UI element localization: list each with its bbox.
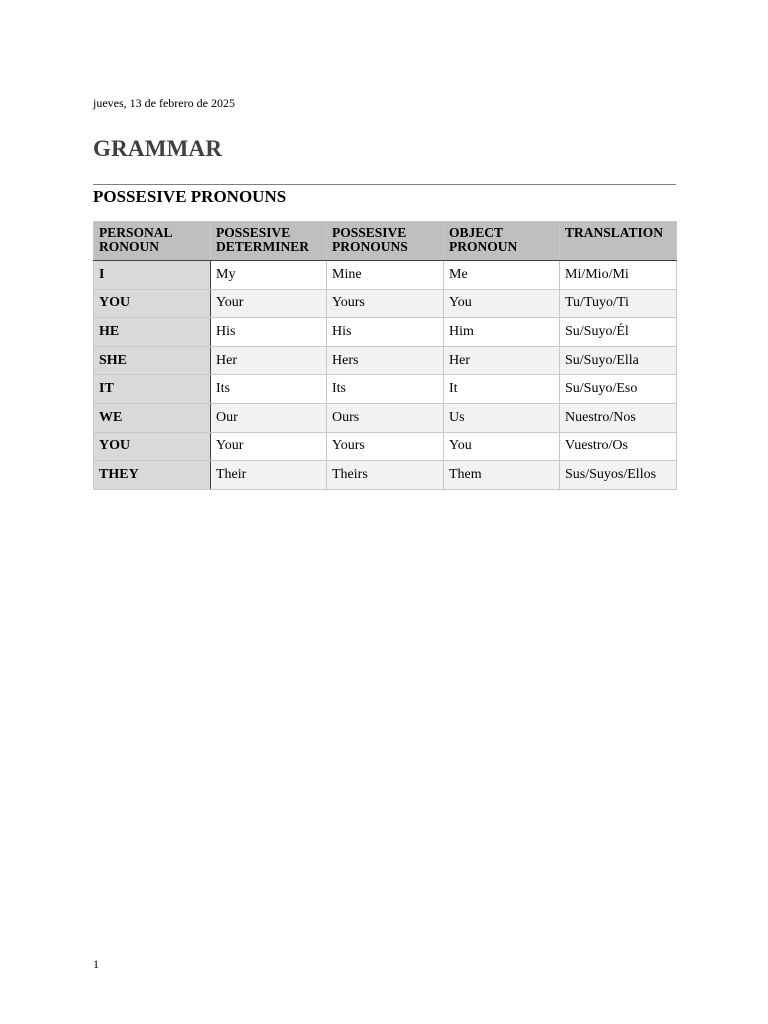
table-row — [94, 346, 677, 375]
translation-cell: Sus/Suyos/Ellos — [560, 461, 677, 490]
translation-cell: Vuestro/Os — [560, 432, 677, 461]
translation-cell: Tu/Tuyo/Ti — [560, 289, 677, 318]
pronoun-cell: Theirs — [327, 461, 444, 490]
pronoun-cell: Hers — [327, 346, 444, 375]
determiner-cell: Her — [211, 346, 327, 375]
header-personal-pronoun: PERSONAL RONOUN — [94, 222, 211, 261]
header-possesive-determiner: POSSESIVE DETERMINER — [211, 222, 327, 261]
personal-pronoun-cell: SHE — [94, 346, 211, 375]
determiner-cell: Its — [211, 375, 327, 404]
translation-cell: Nuestro/Nos — [560, 403, 677, 432]
page-title: GRAMMAR — [93, 136, 223, 161]
table-row — [94, 261, 677, 290]
table-row — [94, 318, 677, 347]
personal-pronoun-cell: IT — [94, 375, 211, 404]
table-row — [94, 403, 677, 432]
object-cell: Us — [444, 403, 560, 432]
translation-cell: Su/Suyo/Ella — [560, 346, 677, 375]
determiner-cell: Our — [211, 403, 327, 432]
pronoun-cell: Yours — [327, 289, 444, 318]
table-row — [94, 432, 677, 461]
pronoun-cell: His — [327, 318, 444, 347]
header-object-pronoun: OBJECT PRONOUN — [444, 222, 560, 261]
personal-pronoun-cell: YOU — [94, 289, 211, 318]
personal-pronoun-cell: YOU — [94, 432, 211, 461]
pronoun-cell: Ours — [327, 403, 444, 432]
pronouns-table — [93, 221, 677, 490]
document-date: jueves, 13 de febrero de 2025 — [93, 96, 235, 110]
determiner-cell: His — [211, 318, 327, 347]
personal-pronoun-cell: HE — [94, 318, 211, 347]
translation-cell: Mi/Mio/Mi — [560, 261, 677, 290]
section-heading: POSSESIVE PRONOUNS — [93, 187, 287, 206]
determiner-cell: Their — [211, 461, 327, 490]
title-divider — [93, 184, 676, 185]
translation-cell: Su/Suyo/Él — [560, 318, 677, 347]
object-cell: You — [444, 289, 560, 318]
object-cell: Them — [444, 461, 560, 490]
table-row — [94, 461, 677, 490]
header-possesive-pronouns: POSSESIVE PRONOUNS — [327, 222, 444, 261]
object-cell: Him — [444, 318, 560, 347]
determiner-cell: My — [211, 261, 327, 290]
determiner-cell: Your — [211, 289, 327, 318]
header-translation: TRANSLATION — [560, 222, 677, 261]
personal-pronoun-cell: WE — [94, 403, 211, 432]
object-cell: Her — [444, 346, 560, 375]
personal-pronoun-cell: I — [94, 261, 211, 290]
personal-pronoun-cell: THEY — [94, 461, 211, 490]
object-cell: It — [444, 375, 560, 404]
table-header-row — [94, 222, 677, 261]
page-number: 1 — [93, 957, 99, 971]
pronoun-cell: Yours — [327, 432, 444, 461]
translation-cell: Su/Suyo/Eso — [560, 375, 677, 404]
table-row — [94, 375, 677, 404]
pronoun-cell: Its — [327, 375, 444, 404]
object-cell: Me — [444, 261, 560, 290]
determiner-cell: Your — [211, 432, 327, 461]
object-cell: You — [444, 432, 560, 461]
table-row — [94, 289, 677, 318]
pronoun-cell: Mine — [327, 261, 444, 290]
